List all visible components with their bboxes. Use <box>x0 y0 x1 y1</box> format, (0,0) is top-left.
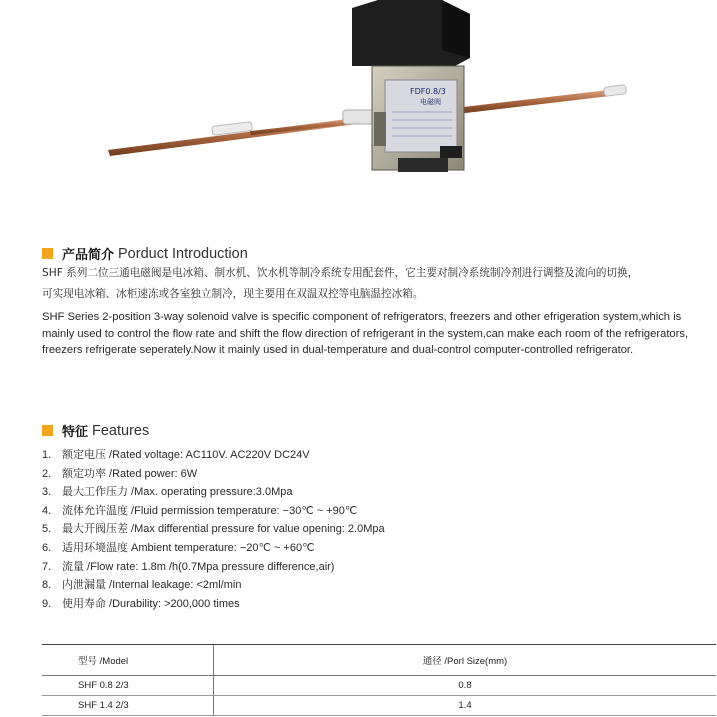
product-image <box>0 0 717 200</box>
intro-cn-line-2: 可实现电冰箱、冰柜速冻或各室独立制冷，现主要用在双温双控等电脑温控冰箱。 <box>42 288 424 300</box>
intro-heading <box>42 244 248 263</box>
coil-label-brand: FDF0.8/3 <box>410 87 446 96</box>
solenoid-coil <box>352 0 470 172</box>
table-header-row <box>42 645 716 676</box>
cell-model: SHF 0.8 2/3 <box>42 676 214 696</box>
section-marker-icon <box>42 425 53 436</box>
list-item: 5. 最大开阀压差 /Max differential pressure for value opening: 2.0Mpa <box>42 523 385 536</box>
list-item: 8. 内泄漏量 /Internal leakage: <2ml/min <box>42 579 242 592</box>
intro-text-en: SHF Series 2-position 3-way solenoid valve is specific component of refrigerators, freezers and other efrigeration system,which is mainly used to control the flow rate and shift the flow direction of refrigerant in the system,can make each room of the refrigerators, freezers refrigerate seperately.Now it mainly used in dual-temperature and dual-control computer-controlled refrigerator. <box>42 311 689 356</box>
features-title-cn: 特征 <box>62 425 89 440</box>
table-row <box>42 696 716 716</box>
copper-pipe-right <box>455 85 627 114</box>
list-item: 9. 使用寿命 /Durability: >200,000 times <box>42 597 240 610</box>
coil-label-cn: 电磁阀 <box>420 98 441 106</box>
list-item: 3. 最大工作压力 /Max. operating pressure:3.0Mpa <box>42 486 293 499</box>
col-model-header: 型号 /Model <box>42 645 214 676</box>
list-item: 2. 额定功率 /Rated power: 6W <box>42 467 198 480</box>
section-marker-icon <box>42 248 53 259</box>
intro-title-en: Porduct Introduction <box>118 245 248 262</box>
spec-table <box>42 644 716 716</box>
list-item: 7. 流量 /Flow rate: 1.8m /h(0.7Mpa pressure difference,air) <box>42 560 335 573</box>
features-list <box>42 446 385 613</box>
intro-cn-line-1: SHF 系列二位三通电磁阀是电冰箱、制水机、饮水机等制冷系统专用配套件，它主要对制冷系统制冷剂进行调整及流向的切换， <box>42 267 639 279</box>
col-size-header: 通径 /Porl Size(mm) <box>214 645 717 676</box>
cell-model: SHF 1.4 2/3 <box>42 696 214 716</box>
cell-size: 0.8 <box>214 676 717 696</box>
copper-pipe-left <box>108 110 377 156</box>
list-item: 4. 流体允许温度 /Fluid permission temperature: −30℃ ~ +90℃ <box>42 504 358 517</box>
cell-size: 1.4 <box>214 696 717 716</box>
list-item: 6. 适用环境温度 Ambient temperature: −20℃ ~ +60℃ <box>42 541 315 554</box>
features-title-en: Features <box>92 422 150 439</box>
list-item: 1. 额定电压 /Rated voltage: AC110V. AC220V DC24V <box>42 449 310 461</box>
intro-text-cn <box>42 263 710 305</box>
features-heading <box>42 421 149 440</box>
table-row <box>42 676 716 696</box>
intro-title-cn: 产品简介 <box>62 248 115 263</box>
